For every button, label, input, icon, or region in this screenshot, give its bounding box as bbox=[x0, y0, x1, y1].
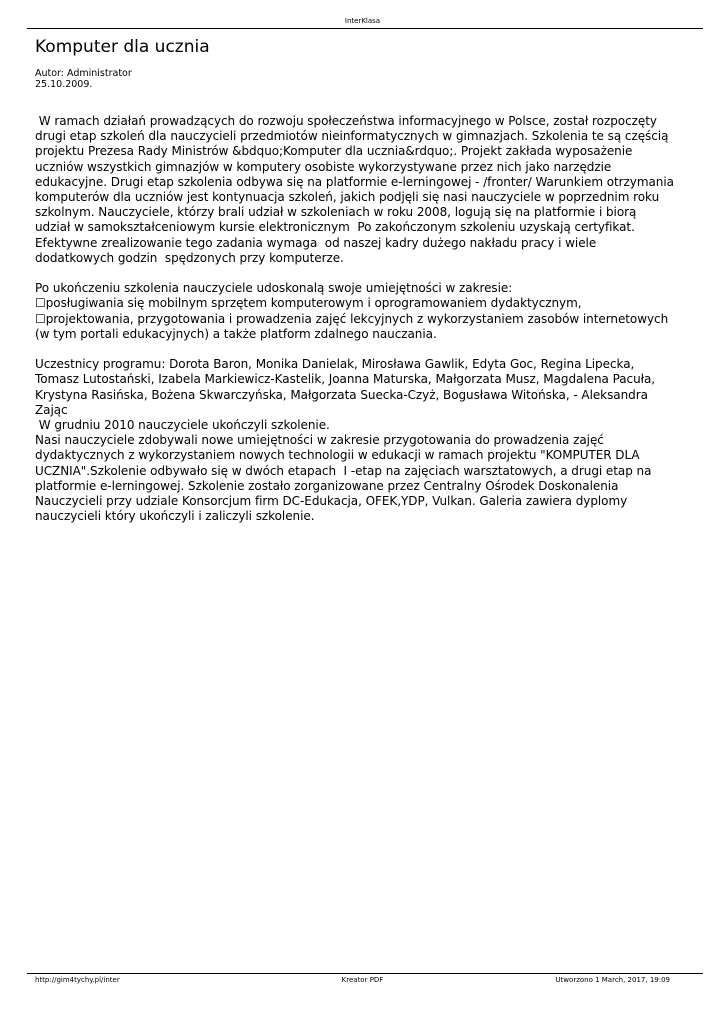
author-line: Autor: Administrator bbox=[35, 68, 132, 79]
article-meta bbox=[35, 68, 132, 90]
skills-item bbox=[35, 296, 675, 311]
header-divider bbox=[27, 28, 703, 29]
skills-item bbox=[35, 312, 675, 342]
footer-created: Utworzono 1 March, 2017, 19:09 bbox=[555, 976, 670, 984]
skills-section bbox=[35, 281, 675, 342]
checkbox-bullet-icon: ☐ bbox=[35, 296, 46, 311]
summary-paragraph: Nasi nauczyciele zdobywali nowe umiejętności w zakresie przygotowania do prowadzenia zajęć dydaktycznych z wykorzystaniem nowych technologii w edukacji w ramach projektu "KOMPUTER DLA UCZNIA".Szkolenie odbywało się w dwóch etapach I -etap na zajęciach warsztatowych, a drugi etap na platformie e-lerningowej. Szkolenie zostało zorganizowane przez Centralny Ośrodek Doskonalenia Nauczycieli przy udziale Konsorcjum firm DC-Edukacja, OFEK,YDP, Vulkan. Galeria zawiera dyplomy nauczycieli który ukończyli i zaliczyli szkolenie. bbox=[35, 433, 656, 524]
article-body bbox=[35, 114, 678, 524]
paragraph-intro: W ramach działań prowadzących do rozwoju społeczeństwa informacyjnego w Polsce, został rozpoczęty drugi etap szkoleń dla nauczycieli przedmiotów nieinformatycznych w gimnazjach. Szkolenia te są częścią projektu Prezesa Rady Ministrów &bdquo;Komputer dla ucznia&rdquo;. Projekt zakłada wyposażenie uczniów wszystkich gimnazjów w komputery osobiste wykorzystywane przez nich jako narzędzie edukacyjne. Drugi etap szkolenia odbywa się na platformie e-lerningowej - /fronter/ Warunkiem otrzymania komputerów dla uczniów jest kontynuacja szkoleń, jakich podjęli się nasi nauczyciele w poprzednim roku szkolnym. Nauczyciele, którzy brali udział w szkoleniach w roku 2008, logują się na platformie i biorą udział w samokształceniowym kursie elektronicznym Po zakończonym szkoleniu uzyskają certyfikat. Efektywne zrealizowanie tego zadania wymaga od naszej kadry dużego nakładu pracy i wiele dodatkowych godzin spędzonych przy komputerze. bbox=[35, 114, 678, 265]
publish-date: 25.10.2009. bbox=[35, 79, 93, 90]
footer-url: http://gim4tychy.pl/inter bbox=[35, 976, 120, 984]
skills-intro: Po ukończeniu szkolenia nauczyciele udoskonalą swoje umiejętności w zakresie: bbox=[35, 281, 513, 296]
skills-item-text: projektowania, przygotowania i prowadzenia zajęć lekcyjnych z wykorzystaniem zasobów internetowych (w tym portali edukacyjnych) a także platform zdalnego nauczania. bbox=[35, 311, 669, 341]
site-name: InterKlasa bbox=[344, 17, 381, 25]
footer-generator: Kreator PDF bbox=[341, 976, 384, 984]
footer-divider bbox=[27, 973, 703, 974]
skills-item-text: posługiwania się mobilnym sprzętem komputerowym i oprogramowaniem dydaktycznym, bbox=[45, 296, 582, 311]
checkbox-bullet-icon: ☐ bbox=[35, 311, 46, 326]
page-title: Komputer dla ucznia bbox=[35, 37, 210, 57]
participants-paragraph: Uczestnicy programu: Dorota Baron, Monika Danielak, Mirosława Gawlik, Edyta Goc, Regina Lipecka, Tomasz Lutostański, Izabela Markiewicz-Kastelik, Joanna Maturska, Małgorzata Musz, Magdalena Pacuła, Krystyna Rasińska, Bożena Skwarczyńska, Małgorzata Suecka-Czyż, Bogusława Witońska, - Aleksandra Zając bbox=[35, 357, 659, 417]
completion-line: W grudniu 2010 nauczyciele ukończyli szkolenie. bbox=[35, 418, 330, 433]
